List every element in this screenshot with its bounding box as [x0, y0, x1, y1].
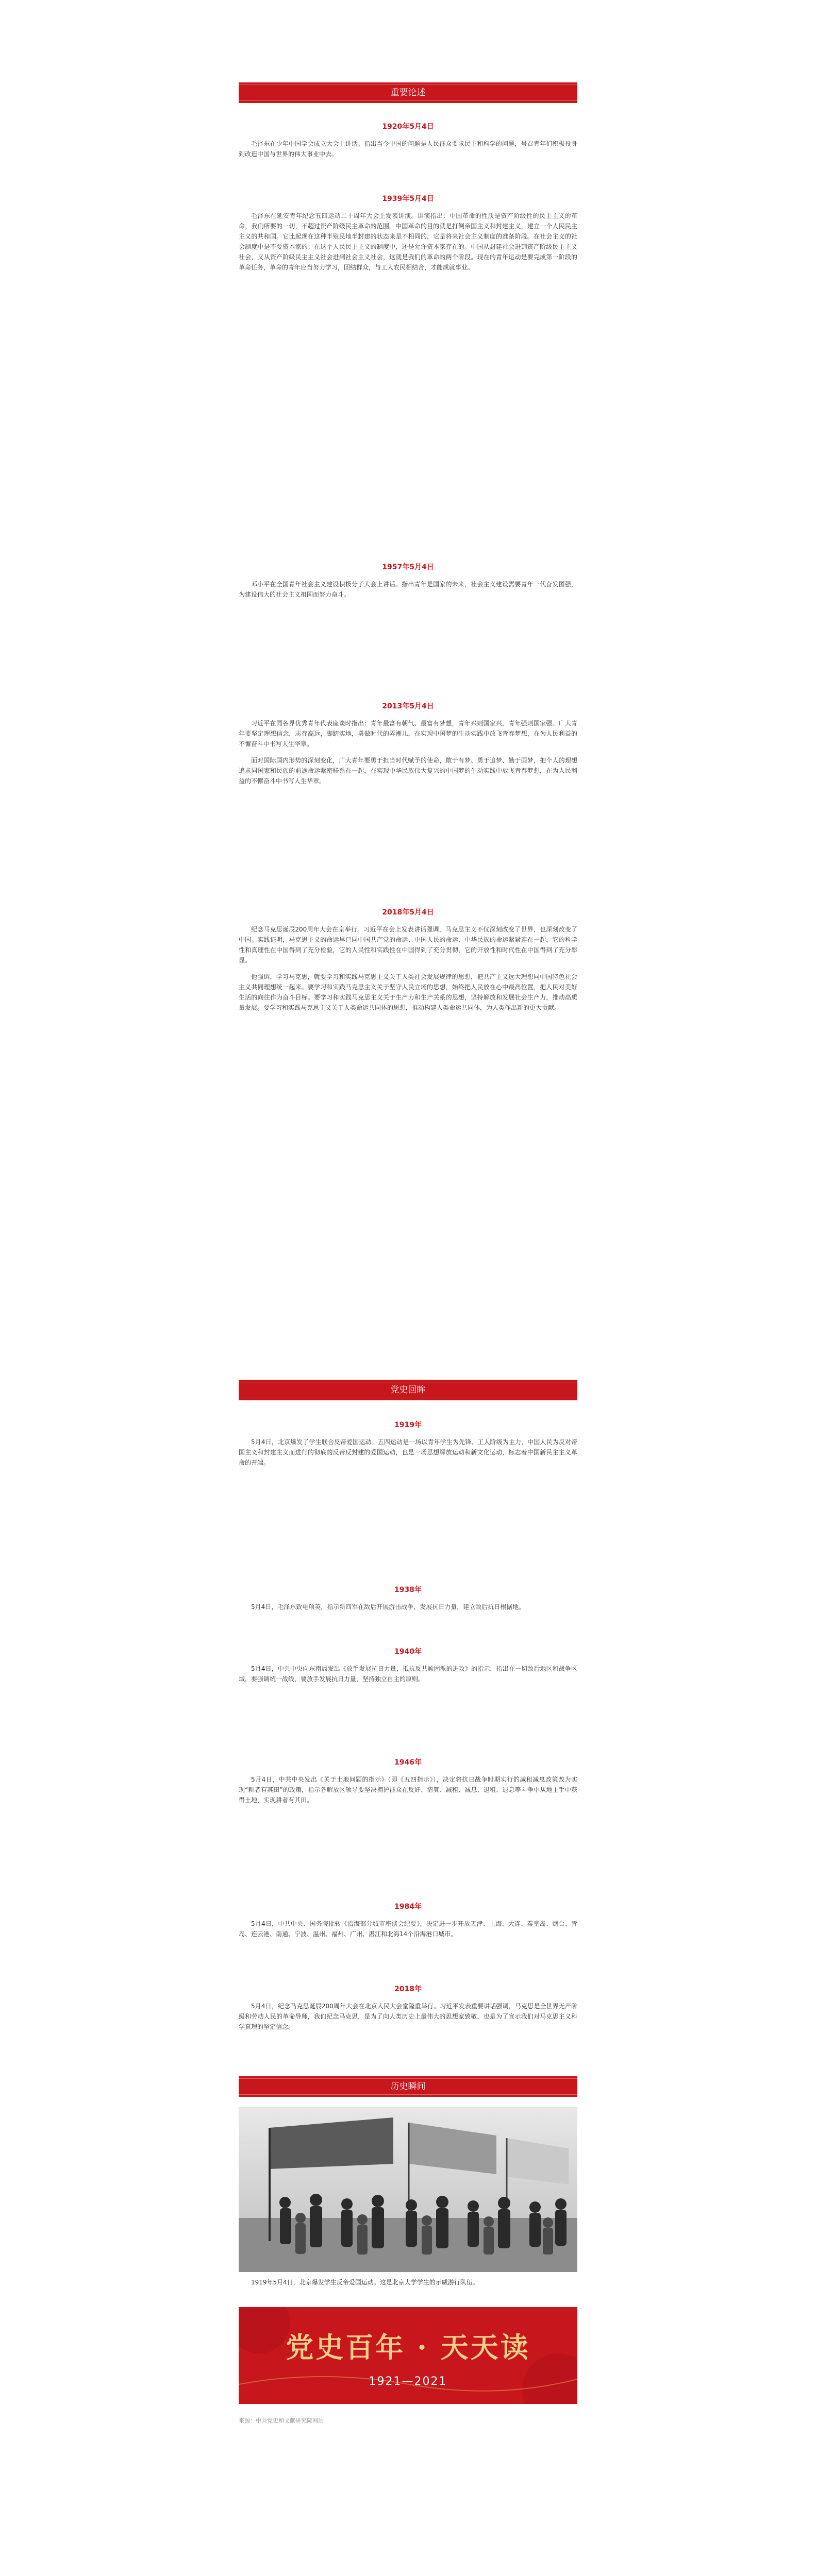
photo-caption: 1919年5月4日，北京爆发学生反帝爱国运动。这是北京大学学生的示威游行队伍。 — [251, 2279, 479, 2286]
entry-date: 1957年5月4日 — [382, 563, 434, 571]
speech-entry — [239, 121, 577, 165]
entry-date: 1946年 — [394, 1758, 422, 1767]
promo-banner — [239, 2307, 577, 2404]
entry-paragraph: 5月4日，纪念马克思诞辰200周年大会在北京人民大会堂隆重举行。习近平发表重要讲话强调，马克思是全世界无产阶级和劳动人民的革命导师，我们纪念马克思，是为了向人类历史上最伟大的思想家致敬，也是为了宣示我们对马克思主义科学真理的坚定信念。 — [239, 2003, 577, 2030]
history-entry — [239, 1984, 577, 2038]
section-banner-speeches — [239, 82, 577, 103]
entry-date: 2018年5月4日 — [382, 908, 434, 917]
speech-entry — [239, 907, 577, 1019]
entry-date: 1938年 — [394, 1586, 422, 1594]
promo-title: 党史百年 · 天天读 — [286, 2331, 530, 2364]
section-banner-history — [239, 1380, 577, 1400]
history-entry — [239, 1757, 577, 1811]
entry-paragraph: 邓小平在全国青年社会主义建设积极分子大会上讲话。指出青年是国家的未来，社会主义建设需要青年一代奋发图强，为建设伟大的社会主义祖国而努力奋斗。 — [239, 581, 577, 598]
speech-entry — [239, 193, 577, 279]
entry-paragraph: 习近平在同各界优秀青年代表座谈时指出：青年最富有朝气、最富有梦想，青年兴则国家兴，青年强则国家强。广大青年要坚定理想信念，志存高远，脚踏实地，勇做时代的弄潮儿，在实现中国梦的生动实践中放飞青春梦想，在为人民利益的不懈奋斗中书写人生华章。 — [239, 720, 577, 748]
history-entry — [239, 1646, 577, 1690]
entry-paragraph: 纪念马克思诞辰200周年大会在京举行。习近平在会上发表讲话强调，马克思主义不仅深刻改变了世界，也深刻改变了中国。实践证明，马克思主义的命运早已同中国共产党的命运、中国人民的命运、中华民族的命运紧紧连在一起，它的科学性和真理性在中国得到了充分检验，它的人民性和实践性在中国得到了充分贯彻，它的开放性和时代性在中国得到了充分彰显。 — [239, 926, 577, 964]
protest-march-illustration — [239, 2107, 577, 2272]
section-title: 重要论述 — [390, 88, 426, 98]
entry-paragraph: 5月4日，中共中央发出《关于土地问题的指示》（即《五四指示》），决定将抗日战争时期实行的减租减息政策改为实现“耕者有其田”的政策，指示各解放区领导要坚决拥护群众在反奸、清算、减租、减息、退租、退息等斗争中从地主手中获得土地，实现耕者有其田。 — [239, 1776, 577, 1804]
section-title: 历史瞬间 — [390, 2081, 426, 2092]
entry-paragraph: 5月4日，毛泽东致电项英，指示新四军在敌后开展游击战争，发展抗日力量，建立敌后抗日根据地。 — [251, 1603, 525, 1611]
promo-years: 1921—2021 — [369, 2375, 447, 2388]
entry-paragraph: 5月4日，北京爆发了学生联合反帝爱国运动。五四运动是一场以青年学生为先锋、工人阶级为主力，中国人民为反对帝国主义和封建主义而进行的彻底的反帝反封建的爱国运动，也是一场思想解放运动和新文化运动，标志着中国新民主主义革命的开端。 — [239, 1438, 577, 1466]
history-entry — [239, 1901, 577, 1945]
historical-photo — [239, 2107, 577, 2272]
entry-date: 1939年5月4日 — [382, 195, 434, 203]
entry-date: 1920年5月4日 — [382, 123, 434, 131]
entry-paragraph: 毛泽东在少年中国学会成立大会上讲话。指出当今中国的问题是人民群众要求民主和科学的问题，号召青年们积极投身到改造中国与世界的伟大事业中去。 — [239, 140, 577, 158]
entry-paragraph: 面对国际国内形势的深刻变化，广大青年要勇于担当时代赋予的使命，敢于有梦、勇于追梦、勤于圆梦，把个人的理想追求同国家和民族的前途命运紧密联系在一起，在实现中华民族伟大复兴的中国梦的生动实践中放飞青春梦想，在为人民利益的不懈奋斗中书写人生华章。 — [239, 757, 577, 785]
speech-entry — [239, 562, 577, 606]
section-banner-moments — [239, 2076, 577, 2097]
entry-paragraph: 毛泽东在延安青年纪念五四运动二十周年大会上发表讲演。讲演指出：中国革命的性质是资产阶级性的民主主义的革命，我们所要的一切，不超过资产阶级民主革命的范围。中国革命的目的就是打倒帝国主义和封建主义，建立一个人民民主主义的共和国。它比起现在这种半殖民地半封建的状态来是不相同的，它是将来社会主义制度的准备阶段。在社会主义的社会制度中是不要资本家的；在这个人民民主主义的制度中，还是允许资本家存在的。中国从封建社会进到资产阶级民主主义社会，又从资产阶级民主主义社会进到社会主义社会，这就是我们的革命的两个阶段。现在的青年运动是要完成第一阶段的革命任务，革命的青年应当努力学习，团结群众，与工人农民相结合，才能成就事业。 — [239, 212, 577, 271]
history-entry — [239, 1419, 577, 1474]
entry-paragraph: 5月4日，中共中央、国务院批转《沿海部分城市座谈会纪要》，决定进一步开放天津、上海、大连、秦皇岛、烟台、青岛、连云港、南通、宁波、温州、福州、广州、湛江和北海14个沿海港口城市。 — [239, 1920, 577, 1938]
source-note: 来源：中共党史和文献研究院网站 — [239, 2417, 324, 2424]
entry-date: 1984年 — [394, 1903, 422, 1911]
speech-entry — [239, 701, 577, 792]
history-entry — [239, 1584, 577, 1618]
entry-paragraph: 5月4日，中共中央向东南局发出《放手发展抗日力量，抵抗反共顽固派的进攻》的指示，指出在一切敌后地区和战争区域，要强调统一战线，要放手发展抗日力量，坚持独立自主的原则。 — [239, 1665, 577, 1683]
entry-date: 2018年 — [394, 1985, 422, 1993]
entry-date: 2013年5月4日 — [382, 702, 434, 710]
entry-date: 1940年 — [394, 1648, 422, 1656]
section-title: 党史回眸 — [390, 1385, 426, 1395]
entry-date: 1919年 — [394, 1421, 422, 1429]
entry-paragraph: 他强调，学习马克思，就要学习和实践马克思主义关于人类社会发展规律的思想，把共产主义远大理想同中国特色社会主义共同理想统一起来。要学习和实践马克思主义关于坚守人民立场的思想，始终把人民放在心中最高位置，把人民对美好生活的向往作为奋斗目标。要学习和实践马克思主义关于生产力和生产关系的思想，坚持解放和发展社会生产力，推动高质量发展。要学习和实践马克思主义关于人类命运共同体的思想，推动构建人类命运共同体，为人类作出新的更大贡献。 — [239, 973, 577, 1011]
